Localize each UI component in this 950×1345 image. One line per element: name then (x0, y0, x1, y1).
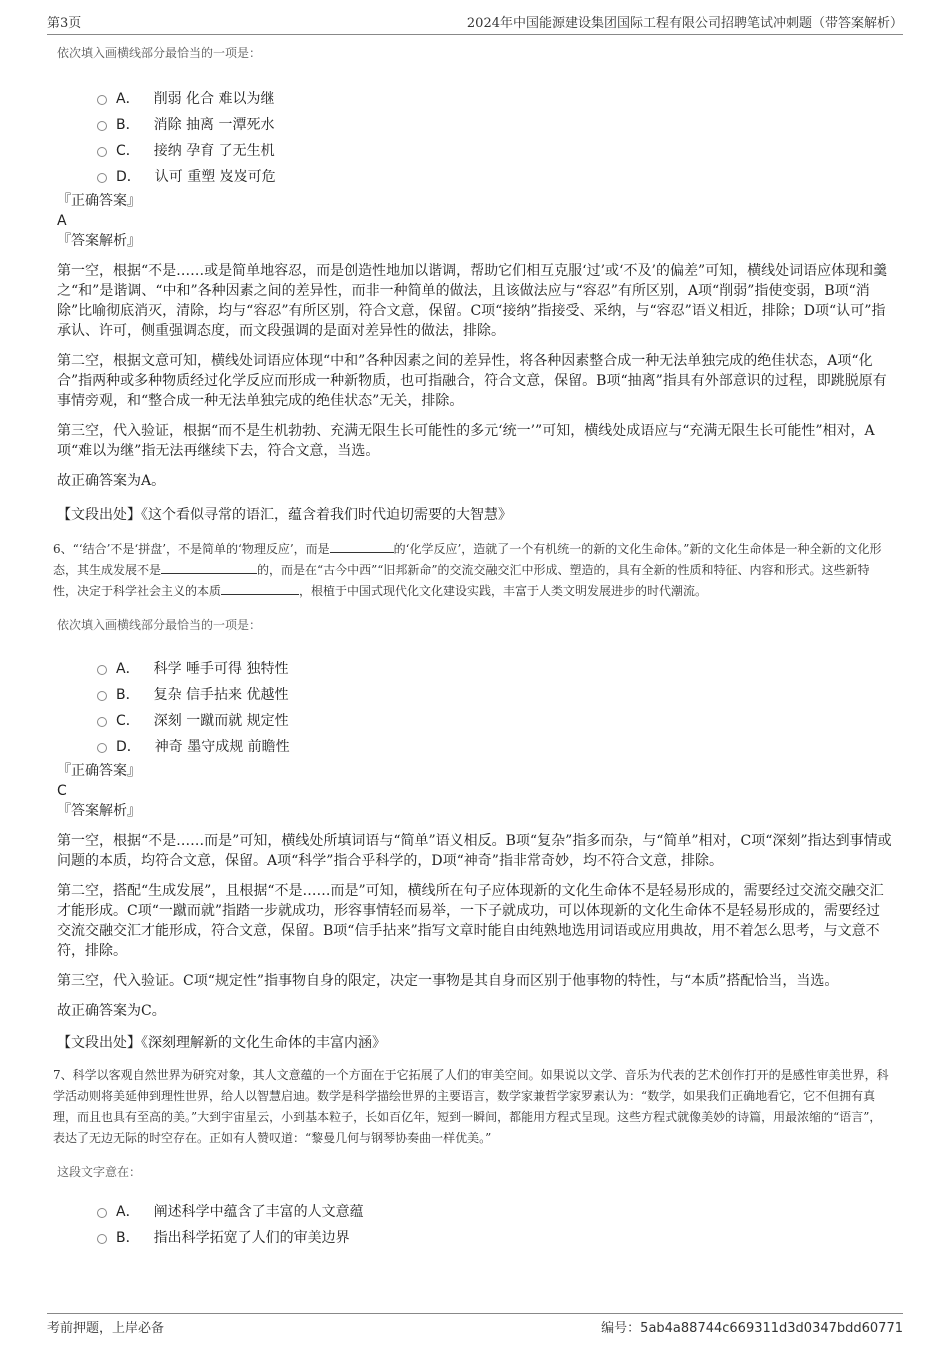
q6-analysis-3: 第三空，代入验证。C项“规定性”指事物自身的限定，决定一事物是其自身而区别于他事物的特性，与“本质”搭配恰当，当选。 (57, 973, 839, 989)
q5-option-d[interactable]: D． 认可 重塑 岌岌可危 (97, 163, 893, 189)
document-code: 编号：5ab4a88744c669311d3d0347bdd60771 (601, 1321, 903, 1336)
q5-instruction: 依次填入画横线部分最恰当的一项是： (57, 46, 262, 60)
page-header (47, 12, 903, 35)
q6-answer: C (57, 783, 67, 799)
q7-option-b[interactable]: B． 指出科学拓宽了人们的审美边界 (97, 1224, 893, 1250)
q6-conclusion: 故正确答案为C。 (57, 1003, 166, 1019)
document-title: 2024年中国能源建设集团国际工程有限公司招聘笔试冲刺题（带答案解析） (466, 16, 903, 31)
q5-option-a[interactable]: A． 削弱 化合 难以为继 (97, 85, 893, 111)
q6-option-d[interactable]: D． 神奇 墨守成规 前瞻性 (97, 733, 893, 759)
radio-icon[interactable] (97, 665, 107, 675)
q5-analysis-3: 第三空，代入验证，根据“而不是生机勃勃、充满无限生长可能性的多元‘统一’”可知，横线处成语应与“充满无限生长可能性”相对，A项“难以为继”指无法再继续下去，符合文意，当选。 (57, 423, 875, 459)
q6-analysis-1: 第一空，根据“不是……而是”可知，横线处所填词语与“简单”语义相反。B项“复杂”指多而杂，与“简单”相对，C项“深刻”指达到事情或问题的本质，均符合文意，保留。A项“科学”指合乎科学的，D项“神奇”指非常奇妙，均不符合文意，排除。 (57, 833, 892, 869)
page-number: 第3页 (47, 16, 82, 31)
q5-option-b[interactable]: B． 消除 抽离 一潭死水 (97, 111, 893, 137)
q6-answer-label: 『正确答案』 (57, 763, 141, 779)
radio-icon[interactable] (97, 691, 107, 701)
q7-options (97, 1198, 893, 1250)
q7-instruction: 这段文字意在： (57, 1165, 142, 1179)
q6-option-b[interactable]: B． 复杂 信手拈来 优越性 (97, 681, 893, 707)
q6-option-c[interactable]: C． 深刻 一蹴而就 规定性 (97, 707, 893, 733)
blank-3 (221, 581, 299, 595)
main-content (53, 44, 893, 1250)
radio-icon[interactable] (97, 743, 107, 753)
q5-answer-label: 『正确答案』 (57, 193, 141, 209)
radio-icon[interactable] (97, 173, 107, 183)
q6-instruction: 依次填入画横线部分最恰当的一项是： (57, 618, 262, 632)
q6-options (97, 655, 893, 759)
blank-2 (161, 560, 257, 574)
radio-icon[interactable] (97, 121, 107, 131)
q6-stem: 6、“‘结合’不是‘拼盘’，不是简单的‘物理反应’，而是 的‘化学反应’，造就了一个有机统一的新的文化生命体。”新的文化生命体是一种全新的文化形态，其生成发展不是 的，而是在“古今中西”“旧邦新命”的交流交融交汇中形成、塑造的，具有全新的性质和特征、内容和形式。这些新特性，决定于科学社会主义的本质 ，根植于中国式现代化文化建设实践，丰富于人类文明发展进步的时代潮流。 (53, 539, 893, 602)
radio-icon[interactable] (97, 95, 107, 105)
q5-analysis-2: 第二空，根据文意可知，横线处词语应体现“中和”各种因素之间的差异性，将各种因素整合成一种无法单独完成的绝佳状态，A项“化合”指两种或多种物质经过化学反应而形成一种新物质，也可指融合，符合文意，保留。B项“抽离”指具有外部意识的过程，即跳脱原有事情旁观，和“整合成一种无法单独完成的绝佳状态”无关，排除。 (57, 353, 887, 409)
q5-option-c[interactable]: C． 接纳 孕育 了无生机 (97, 137, 893, 163)
q6-option-a[interactable]: A． 科学 唾手可得 独特性 (97, 655, 893, 681)
page-footer (47, 1313, 903, 1336)
q7-option-a[interactable]: A． 阐述科学中蕴含了丰富的人文意蕴 (97, 1198, 893, 1224)
q5-options (97, 85, 893, 189)
q6-analysis-2: 第二空，搭配“生成发展”，且根据“不是……而是”可知，横线所在句子应体现新的文化生命体不是轻易形成的，需要经过交流交融交汇才能形成。C项“一蹴而就”指踏一步就成功，形容事情轻而易举，一下子就成功，可以体现新的文化生命体不是轻易形成的，需要经过交流交融交汇才能形成，符合文意，保留。B项“信手拈来”指写文章时能自由纯熟地选用词语或应用典故，用不着怎么思考，与文意不符，排除。 (57, 883, 884, 959)
radio-icon[interactable] (97, 1208, 107, 1218)
q5-conclusion: 故正确答案为A。 (57, 473, 166, 489)
radio-icon[interactable] (97, 717, 107, 727)
q6-analysis-label: 『答案解析』 (57, 803, 141, 819)
q5-analysis-1: 第一空，根据“不是……或是简单地容忍，而是创造性地加以谐调，帮助它们相互克服‘过’或‘不及’的偏差”可知，横线处词语应体现和羹之“和”是谐调、“中和”各种因素之间的差异性，而非一种简单的做法，且该做法应与“容忍”有所区别，A项“削弱”指使变弱，B项“消除”比喻彻底消灭，清除，均与“容忍”有所区别，符合文意，保留。C项“接纳”指接受、采纳，与“容忍”语义相近，排除；D项“认可”指承认、许可，侧重强调态度，而文段强调的是面对差异性的做法，排除。 (57, 263, 888, 339)
q7-stem: 7、科学以客观自然世界为研究对象，其人文意蕴的一个方面在于它拓展了人们的审美空间。如果说以文学、音乐为代表的艺术创作打开的是感性审美世界，科学活动则将美延伸到理性世界，给人以智慧启迪。数学是科学描绘世界的主要语言，数学家兼哲学家罗素认为：“数学，如果我们正确地看它，它不但拥有真理，而且也具有至高的美。”大到宇宙星云，小到基本粒子，长如百亿年，短到一瞬间，都能用方程式呈现。这些方程式就像美妙的诗篇，用最浓缩的“语言”，表达了无边无际的时空存在。正如有人赞叹道：“黎曼几何与钢琴协奏曲一样优美。” (53, 1068, 889, 1145)
radio-icon[interactable] (97, 1234, 107, 1244)
q5-source: 【文段出处】《这个看似寻常的语汇，蕴含着我们时代迫切需要的大智慧》 (57, 507, 512, 523)
radio-icon[interactable] (97, 147, 107, 157)
blank-1 (330, 539, 394, 553)
q5-analysis-label: 『答案解析』 (57, 233, 141, 249)
footer-slogan: 考前押题，上岸必备 (47, 1321, 165, 1336)
q5-answer: A (57, 213, 67, 229)
q6-source: 【文段出处】《深刻理解新的文化生命体的丰富内涵》 (57, 1035, 386, 1051)
